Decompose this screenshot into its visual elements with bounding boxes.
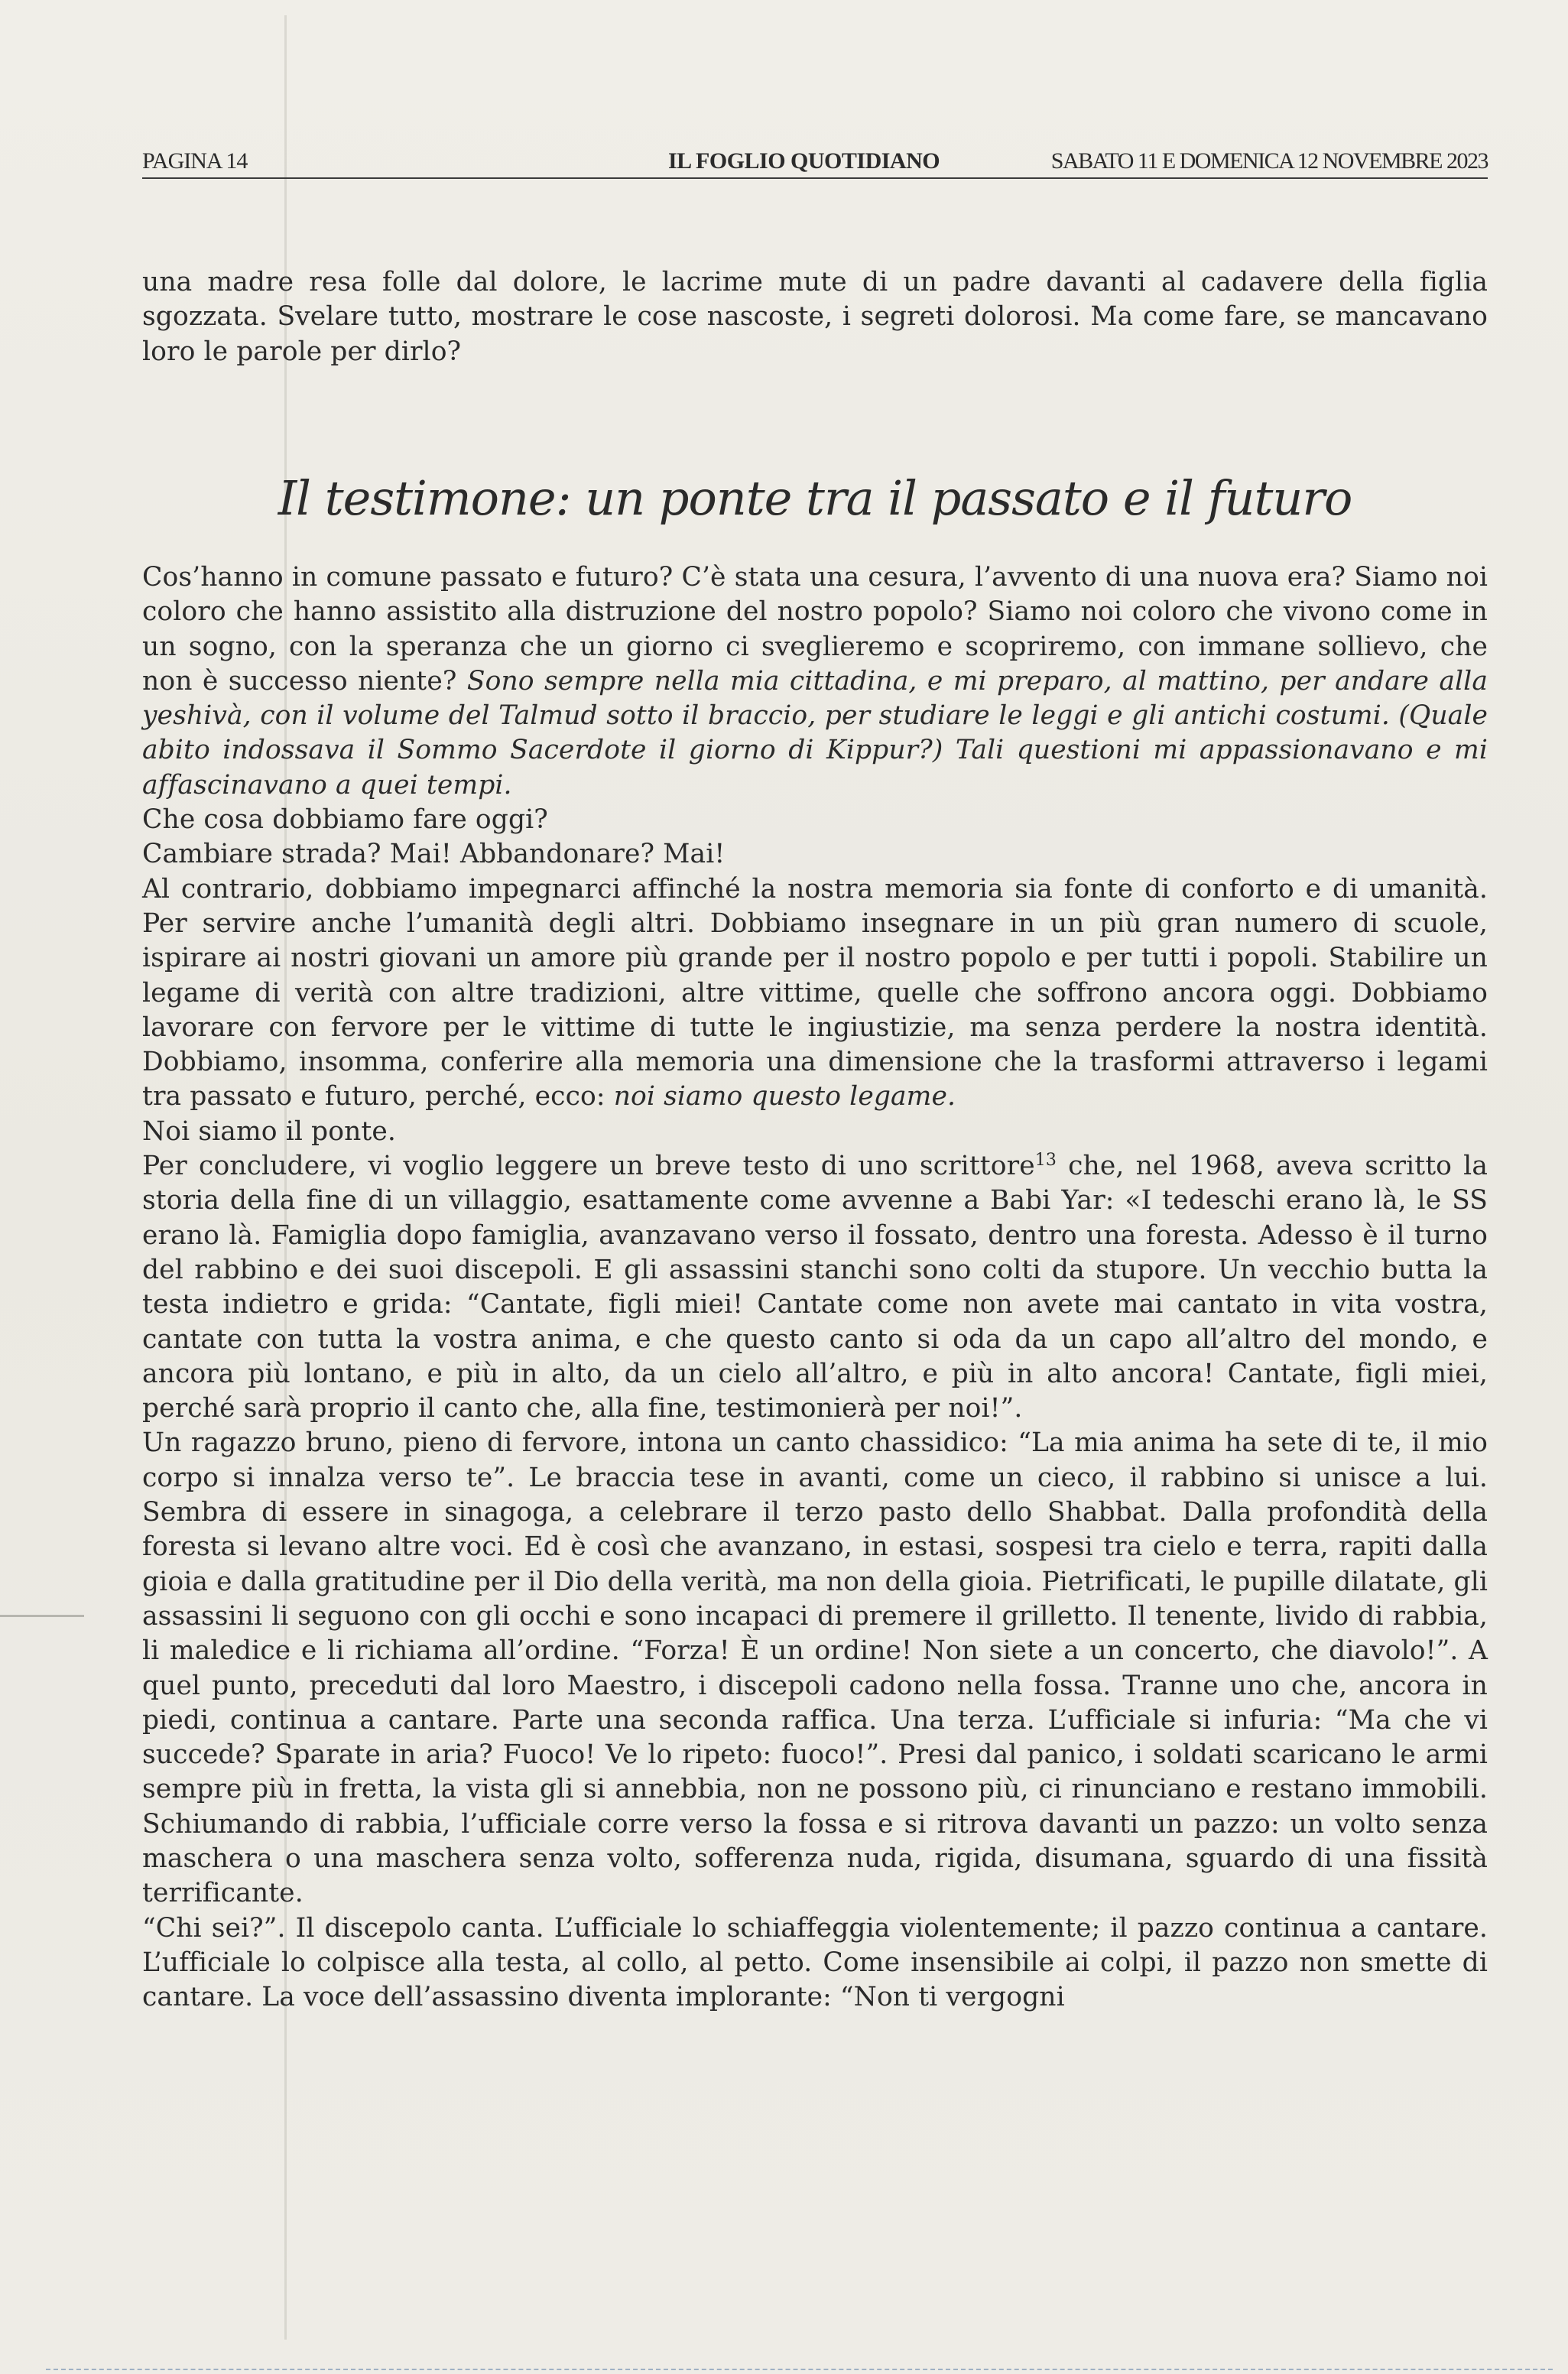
article-body (142, 560, 1488, 2015)
body-text: Al contrario, dobbiamo impegnarci affinché la nostra memoria sia fonte di conforto e di umanità. Per servire anche l’umanità degli altri. Dobbiamo insegnare in un più gran numero di scuole, ispirare ai nostri giovani un amore più grande per il nostro popolo e per tutti i popoli. Stabilire un legame di verità con altre tradizioni, altre vittime, quelle che soffrono ancora oggi. Dobbiamo lavorare con fervore per le vittime di tutte le ingiustizie, ma senza perdere la nostra identità. Dobbiamo, insomma, conferire alla memoria una dimensione che la trasformi attraverso i legami tra passato e futuro, perché, ecco: (142, 873, 1488, 1112)
body-paragraph: Noi siamo il ponte. (142, 1116, 396, 1147)
quoted-memory: Sono sempre nella mia cittadina, e mi preparo, al mattino, per andare alla yeshivà, con il volume del Talmud sotto il braccio, per studiare le leggi e gli antichi costumi. (Quale abito indossava il Sommo Sacerdote il giorno di Kippur?) Tali questioni mi appassionavano e mi affascinavano a quei tempi. (142, 665, 1488, 801)
body-paragraph (142, 1149, 1488, 1426)
paper-tear-mark (0, 1615, 84, 1617)
body-paragraph (142, 560, 1488, 803)
body-paragraph: Un ragazzo bruno, pieno di fervore, intona un canto chassidico: “La mia anima ha sete di te, il mio corpo si innalza verso te”. Le braccia tese in avanti, come un cieco, il rabbino si unisce a lui. Sembra di essere in sinagoga, a celebrare il terzo pasto dello Shabbat. Dalla profondità della foresta si levano altre voci. Ed è così che avanzano, in estasi, sospesi tra cielo e terra, rapiti dalla gioia e dalla gratitudine per il Dio della verità, ma non della gioia. Pietrificati, le pupille dilatate, gli assassini li seguono con gli occhi e sono incapaci di premere il grilletto. Il tenente, livido di rabbia, li maledice e li richiama all’ordine. “Forza! È un ordine! Non siete a un concerto, che diavolo!”. A quel punto, preceduti dal loro Maestro, i discepoli cadono nella fossa. Tranne uno che, ancora in piedi, continua a cantare. Parte una seconda raffica. Una terza. L’ufficiale si infuria: “Ma che vi succede? Sparate in aria? Fuoco! Ve lo ripeto: fuoco!”. Presi dal panico, i soldati scaricano le armi sempre più in fretta, la vista gli si annebbia, non ne possono più, ci rinunciano e restano immobili. Schiumando di rabbia, l’ufficiale corre verso la fossa e si ritrova davanti un pazzo: un volto senza maschera o una maschera senza volto, sofferenza nuda, rigida, disumana, sguardo di una fissità terrificante. (142, 1427, 1488, 1909)
body-text: che, nel 1968, aveva scritto la storia della fine di un villaggio, esattamente come avvenne a Babi Yar: «I tedeschi erano là, le SS erano là. Famiglia dopo famiglia, avanzavano verso il fossato, dentro una foresta. Adesso è il turno del rabbino e dei suoi discepoli. E gli assassini stanchi sono colti da stupore. Un vecchio butta la testa indietro e grida: “Cantate, figli miei! Cantate come non avete mai cantato in vita vostra, cantate con tutta la vostra anima, e che questo canto si oda da un capo all’altro del mondo, e ancora più lontano, e più in alto, da un cielo all’altro, e più in alto ancora! Cantate, figli miei, perché sarà proprio il canto che, alla fine, testimonierà per noi!”. (142, 1151, 1488, 1424)
body-paragraph: “Chi sei?”. Il discepolo canta. L’ufficiale lo schiaffeggia violentemente; il pazzo continua a cantare. L’ufficiale lo colpisce alla testa, al collo, al petto. Come insensibile ai colpi, il pazzo non smette di cantare. La voce dell’assassino diventa implorante: “Non ti vergogni (142, 1912, 1488, 2013)
body-text: Cos’hanno in comune passato e futuro? C’è stata una cesura, l’avvento di una nuova era? Siamo noi coloro che hanno assistito alla distruzione del nostro popolo? Siamo noi coloro che vivono come in un sogno, con la speranza che un giorno ci sveglieremo e scopriremo, con immane sollievo, che non è successo niente? (142, 562, 1488, 697)
page-bottom-edge (46, 2369, 1553, 2370)
emphasis-text: noi siamo questo legame. (613, 1081, 956, 1112)
intro-text (142, 265, 1488, 369)
section-title: Il testimone: un ponte tra il passato e il futuro (278, 470, 1352, 526)
issue-date: SABATO 11 E DOMENICA 12 NOVEMBRE 2023 (1050, 148, 1488, 174)
page-header (142, 147, 1488, 179)
page-number: PAGINA 14 (142, 148, 248, 174)
body-text: Per concludere, vi voglio leggere un breve testo di uno scrittore (142, 1151, 1035, 1182)
body-paragraph (142, 872, 1488, 1115)
footnote-marker[interactable]: 13 (1034, 1151, 1057, 1171)
newspaper-name: IL FOGLIO QUOTIDIANO (668, 148, 940, 174)
body-paragraph: Cambiare strada? Mai! Abbandonare? Mai! (142, 839, 726, 870)
body-paragraph: Che cosa dobbiamo fare oggi? (142, 804, 548, 836)
intro-paragraph: una madre resa folle dal dolore, le lacrime mute di un padre davanti al cadavere della figlia sgozzata. Svelare tutto, mostrare le cose nascoste, i segreti dolorosi. Ma come fare, se mancavano loro le parole per dirlo? (142, 267, 1488, 367)
